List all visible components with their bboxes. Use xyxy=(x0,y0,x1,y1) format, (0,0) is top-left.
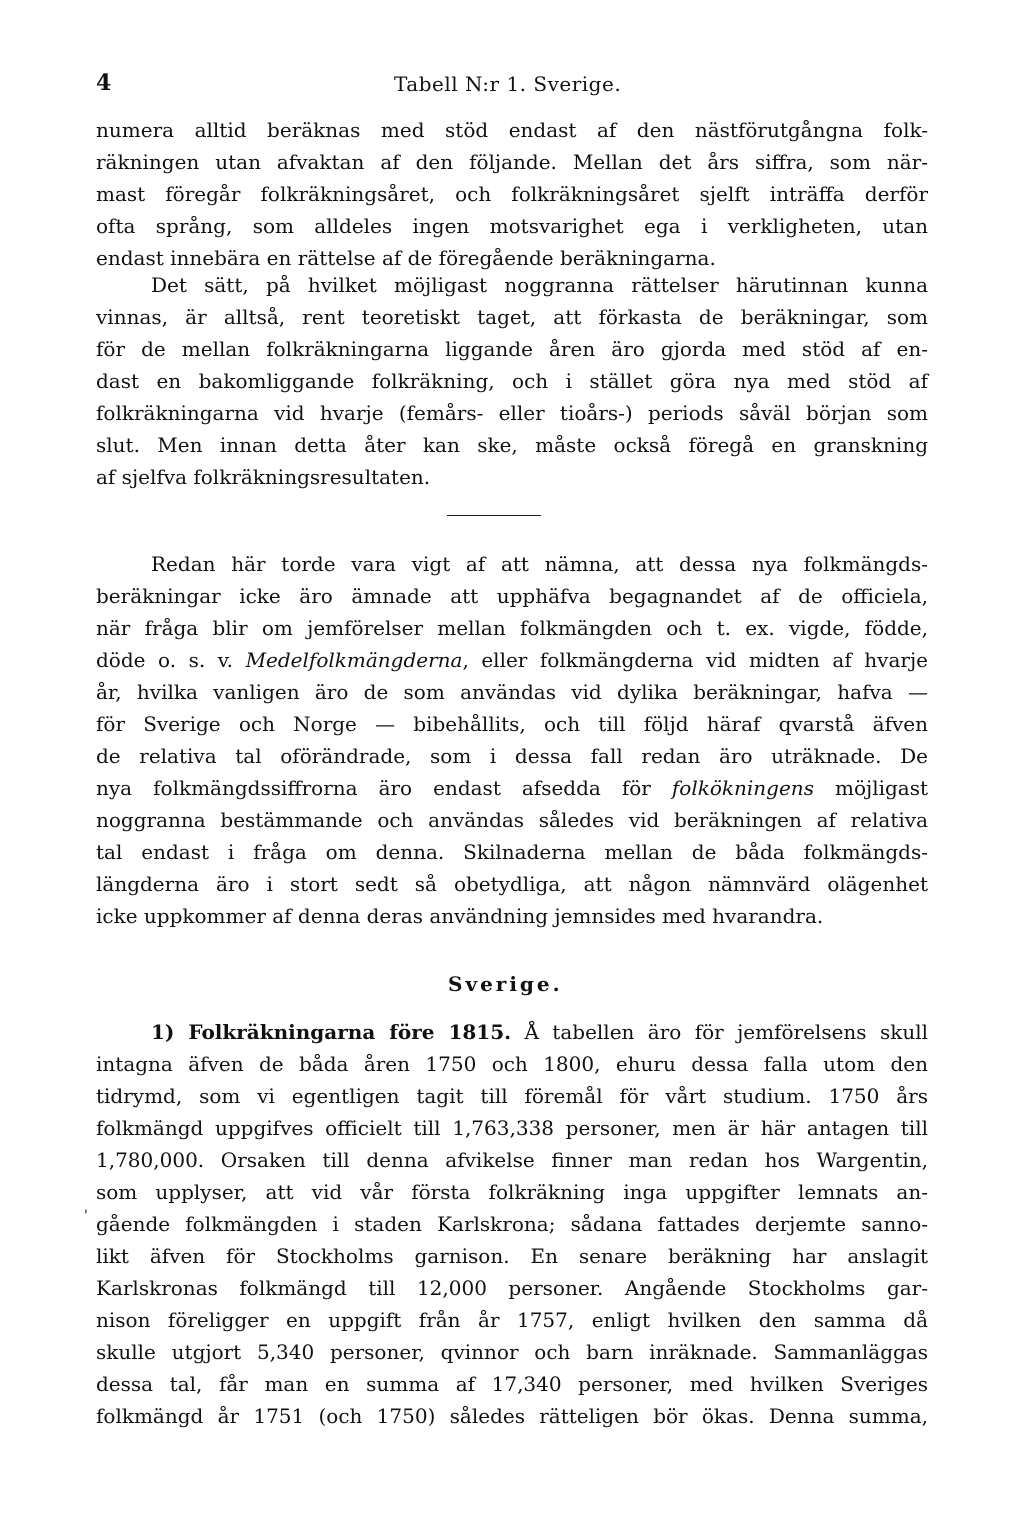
text-line: slut. Men innan detta åter kan ske, måste också föregå en granskning xyxy=(96,433,928,457)
text-line: ofta språng, som alldeles ingen motsvarighet ega i verkligheten, utan xyxy=(96,214,928,238)
text-line: endast innebära en rättelse af de föregående beräkningarna. xyxy=(96,246,716,270)
text-line: icke uppkommer af denna deras användning jemnsides med hvarandra. xyxy=(96,904,824,928)
text-line: räkningen utan afvaktan af den följande. Mellan det års siffra, som när- xyxy=(96,150,928,174)
text-run: döde o. s. v. xyxy=(96,648,234,672)
text-line: som upplyser, att vid vår första folkräkning inga uppgifter lemnats an- xyxy=(96,1180,928,1204)
text-line xyxy=(151,1016,928,1048)
header-title: Tabell N:r 1. Sverige. xyxy=(394,72,622,96)
text-line: folkräkningarna vid hvarje (femårs- eller tioårs-) periods såväl början som xyxy=(96,401,928,425)
text-line xyxy=(96,772,928,804)
section-divider xyxy=(447,515,541,516)
text-line: för de mellan folkräkningarna liggande åren äro gjorda med stöd af en- xyxy=(96,337,928,361)
text-line: folkmängd uppgifves officielt till 1,763,338 personer, men är här antagen till xyxy=(96,1116,928,1140)
text-line: Redan här torde vara vigt af att nämna, att dessa nya folkmängds- xyxy=(151,552,928,576)
text-line: för Sverige och Norge — bibehållits, och till följd häraf qvarstå äfven xyxy=(96,712,928,736)
text-line: dessa tal, får man en summa af 17,340 personer, med hvilken Sveriges xyxy=(96,1372,928,1396)
section-heading: Sverige. xyxy=(448,972,563,996)
text-line: noggranna bestämmande och användas således vid beräkningen af relativa xyxy=(96,808,928,832)
page-number: 4 xyxy=(96,70,112,96)
italic-term: folkökningens xyxy=(671,776,814,800)
text-run: Å tabellen äro för jemförelsens skull xyxy=(524,1020,929,1044)
text-line: tal endast i fråga om denna. Skilnaderna mellan de båda folkmängds- xyxy=(96,840,928,864)
text-line: de relativa tal oförändrade, som i dessa fall redan äro uträknade. De xyxy=(96,744,928,768)
text-run: , eller folkmängderna vid midten af hvarje xyxy=(462,648,928,672)
text-line: af sjelfva folkräkningsresultaten. xyxy=(96,465,431,489)
text-line: beräkningar icke äro ämnade att upphäfva begagnandet af de officiela, xyxy=(96,584,928,608)
text-line: mast föregår folkräkningsåret, och folkräkningsåret sjelft inträffa derför xyxy=(96,182,928,206)
text-line: skulle utgjort 5,340 personer, qvinnor och barn inräknade. Sammanläggas xyxy=(96,1340,928,1364)
text-line: Karlskronas folkmängd till 12,000 personer. Angående Stockholms gar- xyxy=(96,1276,928,1300)
text-line: tidrymd, som vi egentligen tagit till föremål för vårt studium. 1750 års xyxy=(96,1084,928,1108)
text-line: numera alltid beräknas med stöd endast af den nästförutgångna folk- xyxy=(96,118,928,142)
item-label: 1) Folkräkningarna före 1815. xyxy=(151,1020,512,1044)
text-line: längderna äro i stort sedt så obetydliga, att någon nämnvärd olägenhet xyxy=(96,872,928,896)
text-line: gående folkmängden i staden Karlskrona; sådana fattades derjemte sanno- xyxy=(96,1212,928,1236)
text-line: likt äfven för Stockholms garnison. En senare beräkning har anslagit xyxy=(96,1244,928,1268)
text-line xyxy=(96,644,928,676)
text-line: folkmängd år 1751 (och 1750) således rätteligen bör ökas. Denna summa, xyxy=(96,1404,928,1428)
margin-mark: ' xyxy=(84,1208,88,1224)
text-line: vinnas, är alltså, rent teoretiskt taget, att förkasta de beräkningar, som xyxy=(96,305,928,329)
text-run: möjligast xyxy=(834,776,929,800)
text-line: nison föreligger en uppgift från år 1757, enligt hvilken den samma då xyxy=(96,1308,928,1332)
text-run: nya folkmängdssiffrorna äro endast afsedda för xyxy=(96,776,651,800)
text-line: dast en bakomliggande folkräkning, och i stället göra nya med stöd af xyxy=(96,369,928,393)
text-line: 1,780,000. Orsaken till denna afvikelse finner man redan hos Wargentin, xyxy=(96,1148,928,1172)
text-line: år, hvilka vanligen äro de som användas vid dylika beräkningar, hafva — xyxy=(96,680,928,704)
text-line: intagna äfven de båda åren 1750 och 1800, ehuru dessa falla utom den xyxy=(96,1052,928,1076)
running-header xyxy=(96,70,926,104)
text-line: Det sätt, på hvilket möjligast noggranna rättelser härutinnan kunna xyxy=(151,273,928,297)
italic-term: Medelfolkmängderna xyxy=(245,648,463,672)
text-line: när fråga blir om jemförelser mellan folkmängden och t. ex. vigde, födde, xyxy=(96,616,928,640)
